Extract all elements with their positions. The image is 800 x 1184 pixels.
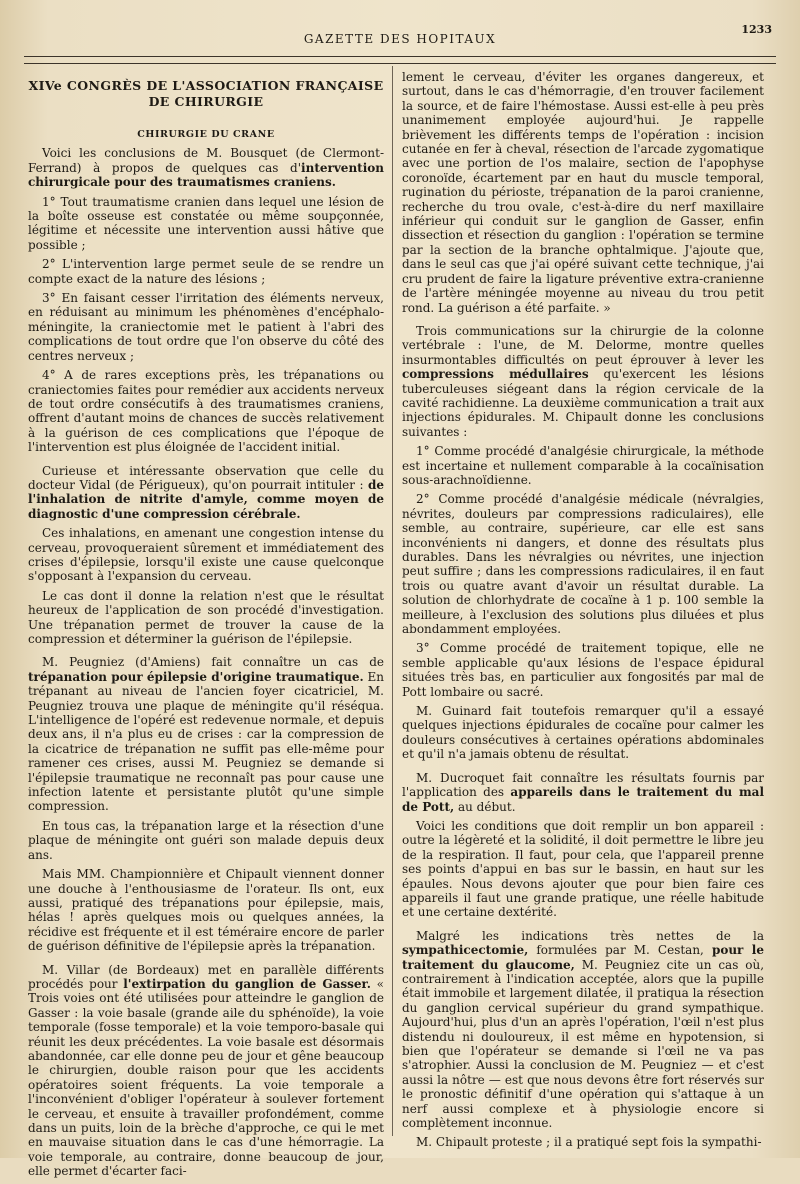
paragraph: 4° A de rares exceptions près, les trépanations ou craniectomies faites pour remédier aux accidents nerveux de tout ordre consécutifs à des traumatismes craniens, offrent d'autant moins de chances de succès relativement à la guérison de ces complications que l'époque de l'intervention est plus éloignée de l'accident initial. — [28, 368, 384, 455]
right-column — [402, 70, 764, 1155]
page-header — [28, 23, 772, 50]
column-divider — [392, 66, 393, 1136]
paragraph: M. Chipault proteste ; il a pratiqué sept fois la sympathi- — [416, 1135, 762, 1150]
paragraph: En tous cas, la trépanation large et la résection d'une plaque de méningite ont guéri son malade depuis deux ans. — [28, 818, 384, 862]
left-column — [28, 70, 384, 1184]
paragraph: 2° Comme procédé d'analgésie médicale (névralgies, névrites, douleurs par compressions radiculaires), elle semble, au contraire, supérieure, car elle est sans inconvénients ni dangers, et donne des résultats plus durables. Dans les névralgies ou névrites, une injection peut suffire ; dans les compressions radiculaires, il en faut trois ou quatre avant d'avoir un résultat durable. La solution de chlorhydrate de cocaïne à 1 p. 100 semble la meilleure, à l'exclusion des solutions plus diluées et plus abondamment employées. — [402, 492, 764, 637]
paragraph: lement le cerveau, d'éviter les organes dangereux, et surtout, dans le cas d'hémorragie, d'en trouver facilement la source, et de faire l'hémostase. Aussi est-elle à peu près unanimement employée aujourd'hui. Je rappelle brièvement les différents temps de l'opération : incision cutanée en fer à cheval, résection de l'arcade zygomatique avec une portion de l'os malaire, section de l'apophyse coronoïde, écartement par en haut du muscle temporal, rugination du périoste, trépanation de la paroi cranienne, recherche du trou ovale, c'est-à-dire du nerf maxillaire inférieur qui conduit sur le ganglion de Gasser, enfin dissection et résection du ganglion : l'opération se termine par la section de la branche ophtalmique. J'ajoute que, dans le seul cas que j'ai opéré suivant cette technique, j'ai cru prudent de faire la ligature préventive extra-cranienne de l'artère méningée moyenne au niveau du trou petit rond. La guérison a été parfaite. » — [402, 70, 764, 315]
running-title: GAZETTE DES HOPITAUX — [303, 32, 497, 46]
paragraph: Ces inhalations, en amenant une congestion intense du cerveau, provoqueraient sûrement et immédiatement des crises d'épilepsie, lorsqu'il existe une cause quelconque s'opposant à l'expansion du cerveau. — [28, 526, 384, 584]
paragraph: M. Peugniez (d'Amiens) fait connaître un cas de trépanation pour épilepsie d'origine traumatique. En trépanant au niveau de l'ancien foyer cicatriciel, M. Peugniez trouva une plaque de méningite qu'il réséqua. L'intelligence de l'opéré est redevenue normale, et depuis deux ans, il n'a plus eu de crises : car la compression de la cicatrice de trépanation ne suffit pas elle-même pour ramener ces crises, aussi M. Peugniez se demande si l'épilepsie traumatique ne reconnaît pas pour cause une infection latente et persistante plutôt qu'une simple compression. — [28, 655, 385, 814]
paragraph: 1° Tout traumatisme cranien dans lequel une lésion de la boîte osseuse est constatée ou même soupçonnée, légitime et nécessite une intervention aussi hâtive que possible ; — [28, 194, 384, 252]
paragraph: M. Ducroquet fait connaître les résultats fournis par l'application des appareils dans le traitement du mal de Pott, au début. — [402, 770, 765, 814]
paragraph: 3° Comme procédé de traitement topique, elle ne semble applicable qu'aux lésions de l'espace épidural situées très bas, en particulier aux fongosités par mal de Pott lombaire ou sacré. — [402, 641, 764, 699]
paragraph: 1° Comme procédé d'analgésie chirurgicale, la méthode est incertaine et nullement comparable à la cocaïnisation sous-arachnoïdienne. — [402, 444, 764, 487]
paragraph: 2° L'intervention large permet seule de se rendre un compte exact de la nature des lésions ; — [28, 257, 384, 286]
article-title: XIVe CONGRÈS DE L'ASSOCIATION FRANÇAISE DE CHIRURGIE — [28, 78, 384, 109]
paragraph: Le cas dont il donne la relation n'est que le résultat heureux de l'application de son procédé d'investigation. Une trépanation permet de trouver la cause de la compression et déterminer la guérison de l'épilepsie. — [28, 588, 384, 646]
page-number: 1233 — [741, 23, 772, 36]
paragraph: M. Villar (de Bordeaux) met en parallèle différents procédés pour l'extirpation du ganglion de Gasser. « Trois voies ont été utilisées pour atteindre le ganglion de Gasser : la voie basale (grande aile du sphénoïde), la voie temporale (fosse temporale) et la voie temporo-basale qui réunit les deux précédentes. La voie basale est désormais abandonnée, car elle donne peu de jour et gêne beaucoup le chirurgien, double raison pour que les accidents opératoires soient fréquents. La voie temporale a l'inconvénient d'obliger l'opérateur à soulever fortement le cerveau, et ensuite à travailler profondément, comme dans un puits, loin de la brèche d'approche, ce qui le met en mauvaise situation dans le cas d'une hémorragie. La voie temporale, au contraire, donne beaucoup de jour, elle permet d'écarter faci- — [28, 962, 384, 1179]
section-subtitle: CHIRURGIE DU CRANE — [137, 129, 275, 140]
paragraph: Mais MM. Championnière et Chipault viennent donner une douche à l'enthousiasme de l'orateur. Ils ont, eux aussi, pratiqué des trépanations pour épilepsie, mais, hélas ! après quelques mois ou quelques années, la récidive est fréquente et il est téméraire encore de parler de guérison définitive de l'épilepsie après la trépanation. — [28, 867, 384, 954]
paragraph: M. Guinard fait toutefois remarquer qu'il a essayé quelques injections épidurales de cocaïne pour calmer les douleurs consécutives à certaines opérations abdominales et qu'il n'a jamais obtenu de résultat. — [402, 704, 764, 762]
paragraph: Voici les conclusions de M. Bousquet (de Clermont-Ferrand) à propos de quelques cas d'intervention chirurgicale pour des traumatismes craniens. — [28, 146, 384, 190]
header-double-rule — [24, 56, 776, 64]
paragraph: 3° En faisant cesser l'irritation des éléments nerveux, en réduisant au minimum les phénomènes d'encéphalo-méningite, la craniectomie met le patient à l'abri des complications de tout ordre que l'on observe du côté des centres nerveux ; — [28, 291, 384, 363]
paragraph: Malgré les indications très nettes de la sympathicectomie, formulées par M. Cestan, pour le traitement du glaucome, M. Peugniez cite un cas où, contrairement à l'indication acceptée, alors que la pupille était immobile et largement dilatée, il pratiqua la résection du ganglion cervical supérieur du grand sympathique. Aujourd'hui, plus d'un an après l'opération, l'œil n'est plus distendu ni douloureux, il est même en hypotension, si bien que l'opérateur se demande si l'œil ne va pas s'atrophier. Aussi la conclusion de M. Peugniez — et c'est aussi la nôtre — est que nous devons être fort réservés sur le pronostic définitif d'une opération qui s'attaque à un nerf aussi complexe et à physiologie encore si complètement inconnue. — [402, 928, 765, 1131]
paragraph: Trois communications sur la chirurgie de la colonne vertébrale : l'une, de M. Delorme, montre quelles insurmontables difficultés on peut éprouver à lever les compressions médullaires qu'exercent les lésions tuberculeuses siégeant dans la région cervicale de la cavité rachidienne. La deuxième communication a trait aux injections épidurales. M. Chipault donne les conclusions suivantes : — [402, 323, 764, 439]
paragraph: Curieuse et intéressante observation que celle du docteur Vidal (de Périgueux), qu'on pourrait intituler : de l'inhalation de nitrite d'amyle, comme moyen de diagnostic d'une compression cérébrale. — [28, 463, 384, 521]
paragraph: Voici les conditions que doit remplir un bon appareil : outre la légèreté et la solidité, il doit permettre le libre jeu de la respiration. Il faut, pour cela, que l'appareil prenne ses points d'appui en bas sur le bassin, en haut sur les épaules. Nous devons ajouter que pour bien faire ces appareils il faut une grande pratique, une réelle habitude et une certaine dextérité. — [402, 818, 764, 920]
